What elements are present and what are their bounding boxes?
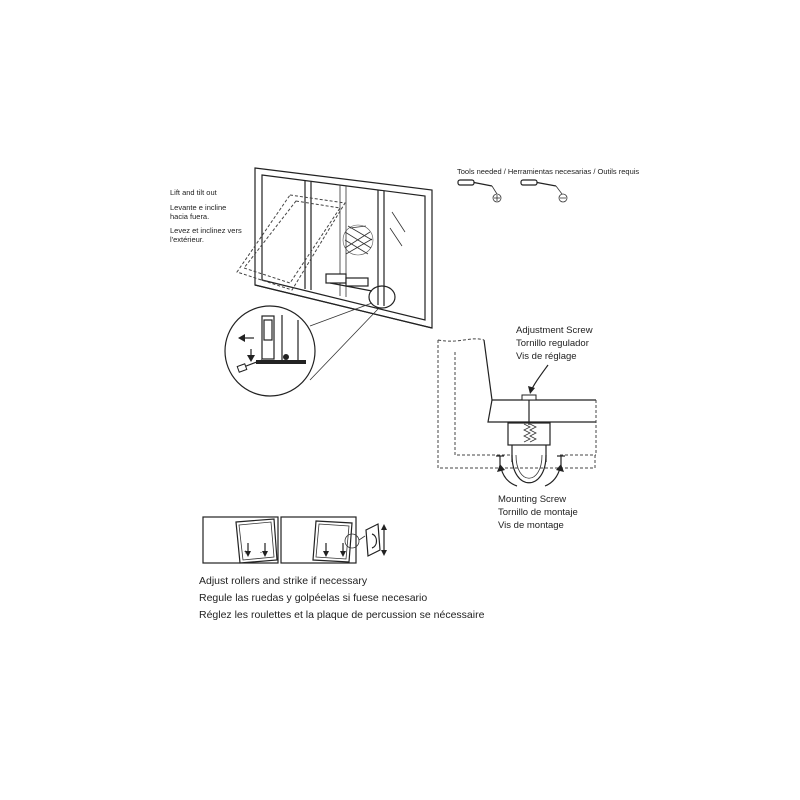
lift-out-es-1: Levante e incline (170, 203, 227, 212)
svg-text:-: - (260, 550, 262, 556)
lift-out-en: Lift and tilt out (170, 188, 217, 197)
lift-out-es-2: hacia fuera. (170, 212, 210, 221)
adjust-es: Regule las ruedas y golpéelas si fuese necesario (199, 592, 428, 604)
mounting-screw-es: Tornillo de montaje (498, 507, 578, 518)
phillips-screwdriver-icon (458, 180, 501, 202)
door-adjust-panel-2 (281, 517, 365, 563)
door-adjust-panel-1 (203, 517, 278, 563)
svg-text:+: + (244, 550, 248, 556)
flat-screwdriver-icon (521, 180, 567, 202)
strike-plate-icon (366, 524, 387, 556)
adjust-fr: Réglez les roulettes et la plaque de percussion se nécessaire (199, 609, 485, 621)
mounting-screw-fr: Vis de montage (498, 520, 564, 531)
adjustment-screw-fr: Vis de réglage (516, 351, 577, 362)
adjustment-screw-es: Tornillo regulador (516, 338, 589, 349)
adjust-en: Adjust rollers and strike if necessary (199, 575, 368, 587)
tools-label: Tools needed / Herramientas necesarias / Outils requis (457, 167, 640, 176)
roller-detail-circle (225, 306, 315, 396)
lift-out-fr-1: Levez et inclinez vers (170, 226, 242, 235)
mounting-screw-en: Mounting Screw (498, 494, 567, 505)
lift-out-fr-2: l'extérieur. (170, 235, 204, 244)
adjustment-screw-en: Adjustment Screw (516, 325, 593, 336)
